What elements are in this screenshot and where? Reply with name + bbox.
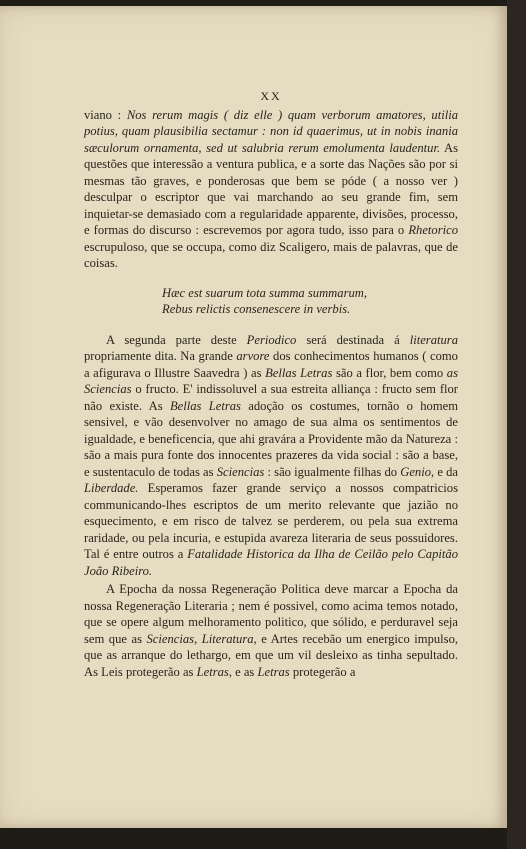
text-fragment: adoção os costumes, tornão o homem sensivel, e vão desenvolver no amago de sua alma os sentimentos de igualdade, e beneficencia, que ahi gravára a Providente mão da Natureza : são a mais pura fonte dos innocentes prazeres da vida social : são a base, e sustentaculo de todas as (84, 398, 459, 479)
paragraph-literature (84, 332, 458, 580)
italic-term: arvore (236, 349, 270, 363)
italic-term: Rhetorico (408, 223, 458, 237)
italic-term: Letras (196, 664, 229, 679)
text-fragment: são a flor, bem como (332, 365, 447, 380)
text-fragment: propriamente dita. Na grande (84, 349, 237, 363)
text-fragment: Esperamos fazer grande serviço a nossos compatricios communicando-lhes escriptos de um merito relevante que jazião no esquecimento, e em risco de talvez se perderem, ou pela sua extrema raridade, ou pela incuria, e estupida avareza literaria de seus possuidores. Tal é entre outros a (84, 481, 458, 561)
text-fragment: dos conhecimentos humanos ( como a afigurava o Illustre Saavedra ) as (84, 349, 458, 380)
text-fragment: protegerão a (289, 664, 356, 679)
text-fragment: viano : (84, 107, 127, 122)
text-fragment: o fructo. E' indissoluvel a sua estreita alliança : fructo sem flor não existe. As (84, 382, 458, 413)
page-text-block (84, 88, 458, 680)
italic-term: Bellas Letras (265, 365, 333, 380)
text-fragment: A segunda parte deste (106, 332, 247, 347)
text-fragment: , e as (228, 664, 258, 679)
italic-term: Liberdade. (84, 481, 139, 495)
text-fragment: escrupuloso, que se occupa, como diz Scaligero, mais de palavras, que de coisas. (84, 239, 458, 270)
verse-line-1: Hæc est suarum tota summa summarum, (162, 285, 368, 300)
paragraph-regeneration (84, 581, 458, 680)
italic-term: Genio (400, 464, 431, 479)
text-fragment: , e Artes recebão um energico impulso, que as arranque do lethargo, em que um vil desleixo as tinha sepultado. As Leis protegerão as (84, 631, 459, 679)
italic-term: Bellas Letras (169, 398, 241, 413)
italic-term: Periodico (246, 332, 297, 347)
italic-title: Fatalidade Historica da Ilha de Ceilão pelo Capitão João Ribeiro. (84, 547, 458, 578)
page-edge-shadow (507, 0, 526, 849)
text-fragment: será destinada á (296, 332, 410, 347)
text-fragment: As questões que interessão a ventura publica, e a sorte das Nações são por si mesmas tão graves, e ponderosas que bem se póde ( a nosso ver ) desculpar o escriptor que vai marchando ao seu grande fim, sem inquietar-se demasiado com a regularidade apparente, divisões, processo, e formas do discurso : escrevemos por agora tudo, isso para o (84, 140, 458, 237)
text-fragment: : são igualmente filhas do (264, 464, 401, 479)
latin-verse (84, 285, 458, 317)
italic-term: Sciencias (146, 631, 195, 646)
verse-line-2: Rebus relictis consenescere in verbis. (162, 301, 351, 316)
text-fragment: , e da (431, 464, 458, 479)
italic-term: Sciencias (216, 464, 265, 479)
page-number: XX (260, 89, 282, 103)
paragraph-quote-and-questions (84, 107, 458, 272)
text-fragment: , (194, 631, 202, 646)
italic-term: Literatura (201, 631, 254, 646)
latin-quote: Nos rerum magis ( diz elle ) quam verborum amatores, utilia potius, quam plausibilia sectamur : non id quaerimus, ut in nobis inania sæculorum ornamenta, sed ut salubria rerum emolumenta laudentur. (84, 107, 458, 155)
italic-term: Letras (257, 664, 290, 679)
italic-term: as Sciencias (84, 365, 458, 396)
italic-term: literatura (409, 332, 458, 347)
text-fragment: A Epocha da nossa Regeneração Politica deve marcar a Epocha da nossa Regeneração Literaria ; nem é possivel, como acima temos notado, que se opere algum melhoramento politico, que sólido, e perduravel seja sem que as (84, 582, 458, 646)
